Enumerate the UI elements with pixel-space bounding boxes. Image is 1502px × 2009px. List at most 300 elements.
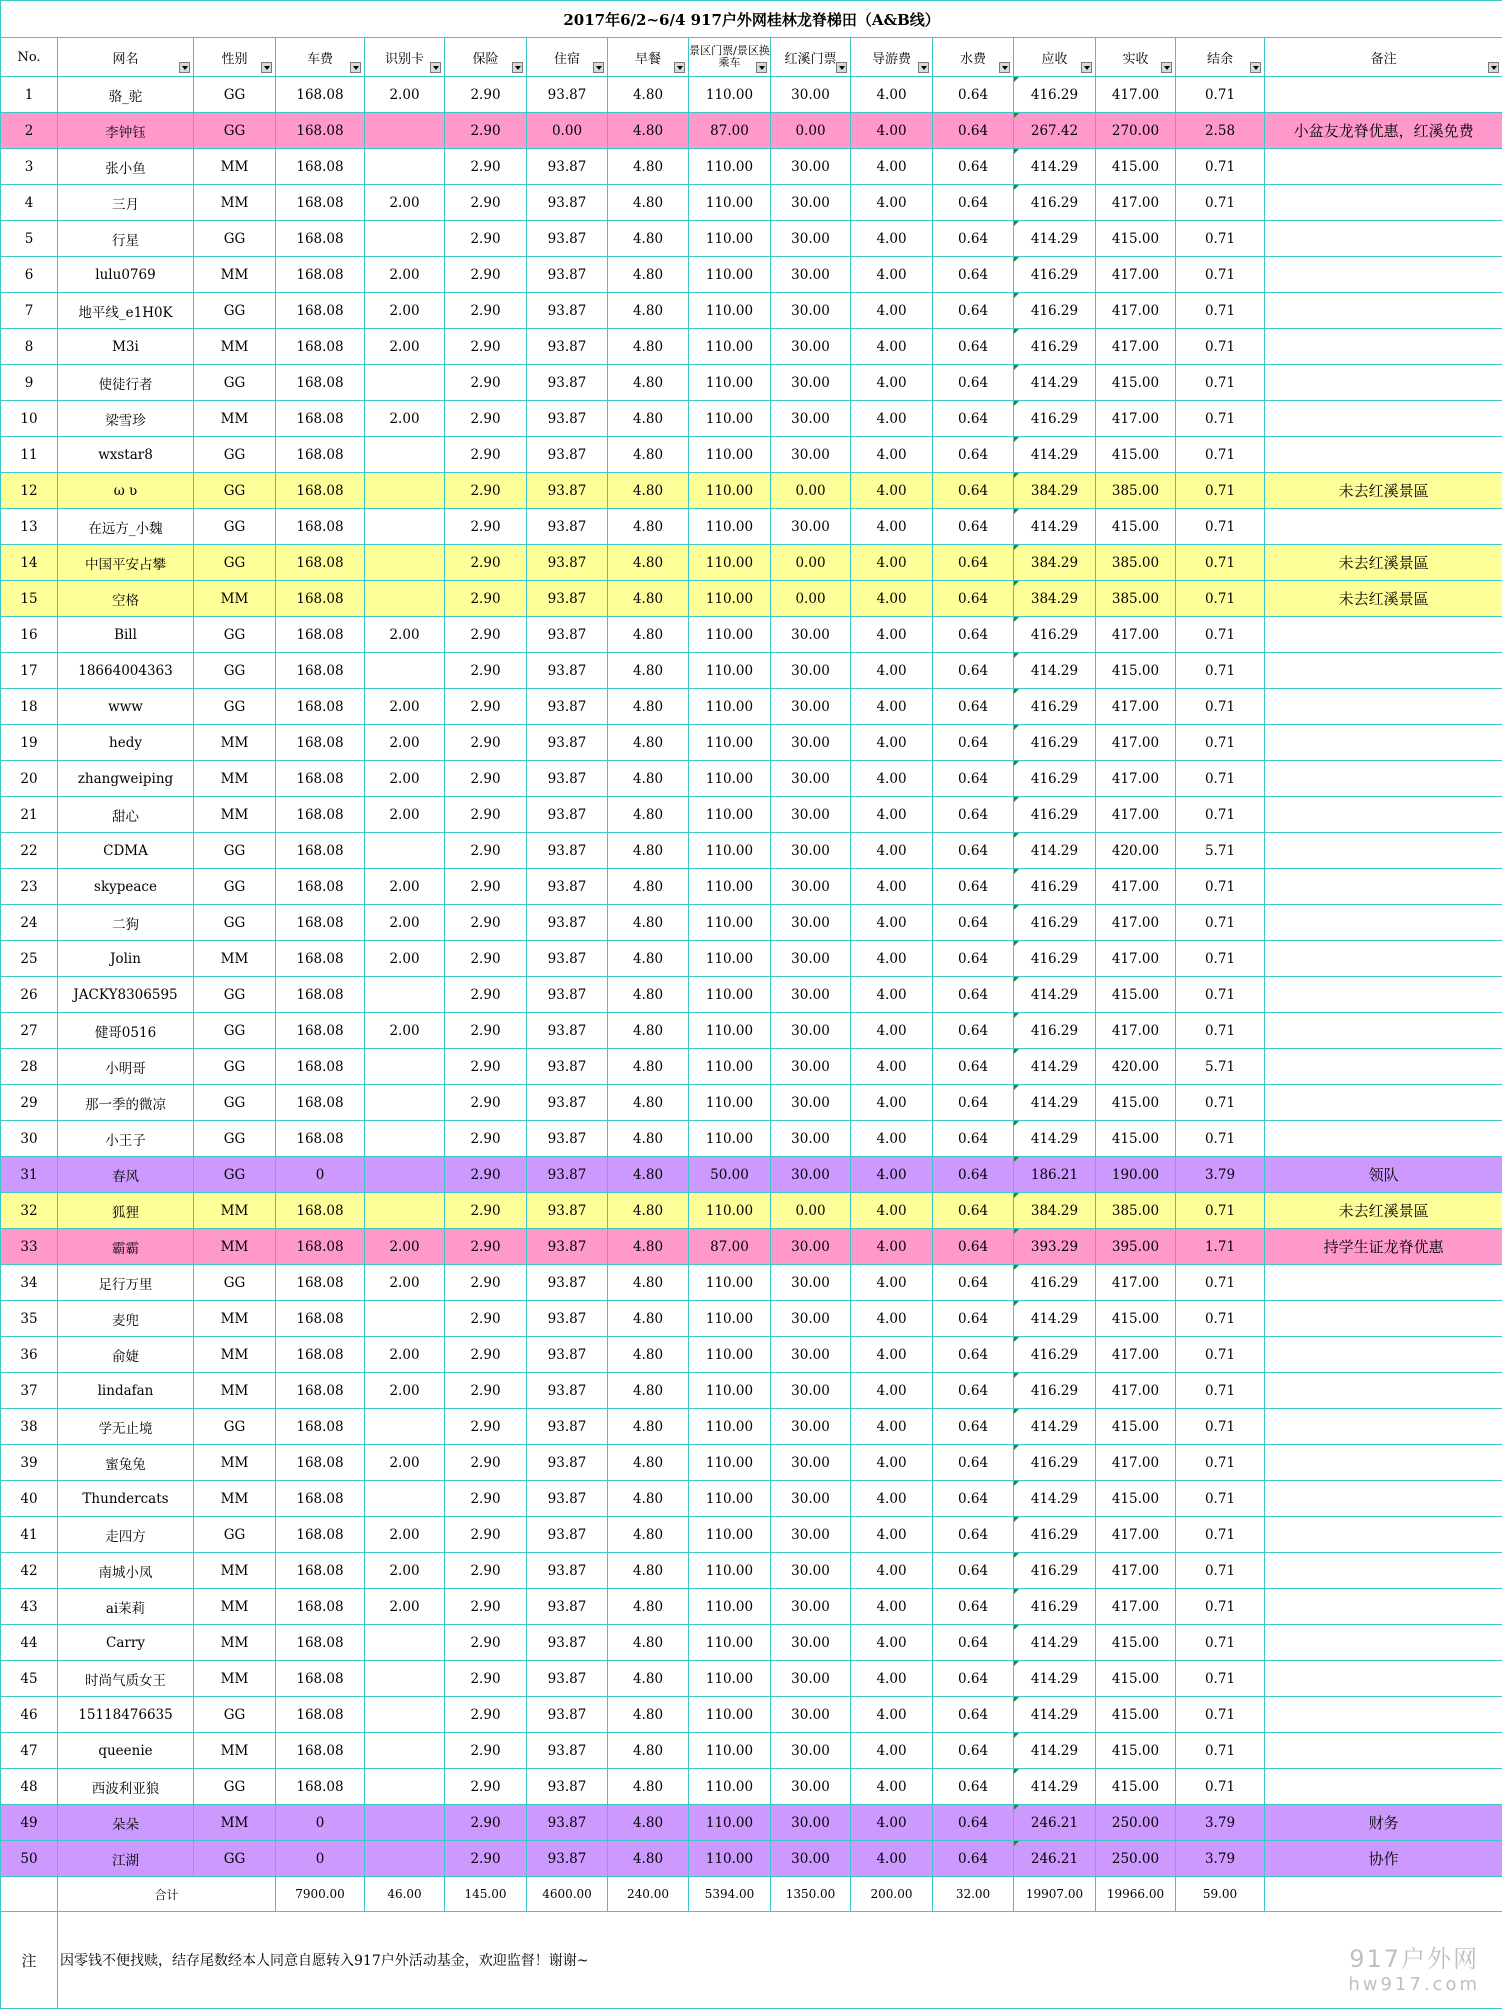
- table-cell[interactable]: 110.00: [689, 1553, 771, 1589]
- table-cell[interactable]: 走四方: [58, 1517, 194, 1553]
- table-cell[interactable]: 30.00: [771, 1157, 851, 1193]
- table-cell[interactable]: 4.00: [851, 725, 933, 761]
- table-cell[interactable]: 415.00: [1096, 1121, 1176, 1157]
- table-cell[interactable]: 0.71: [1176, 617, 1265, 653]
- table-cell[interactable]: 4.00: [851, 257, 933, 293]
- table-cell[interactable]: 2.00: [365, 1373, 445, 1409]
- table-cell[interactable]: 30.00: [771, 905, 851, 941]
- table-cell[interactable]: 2.90: [445, 905, 527, 941]
- table-cell[interactable]: 0.64: [933, 1445, 1014, 1481]
- table-cell[interactable]: 0.64: [933, 1841, 1014, 1877]
- table-cell[interactable]: 416.29: [1014, 401, 1096, 437]
- table-cell[interactable]: 168.08: [276, 761, 365, 797]
- table-cell[interactable]: skypeace: [58, 869, 194, 905]
- table-cell[interactable]: 168.08: [276, 185, 365, 221]
- table-cell[interactable]: 110.00: [689, 1481, 771, 1517]
- table-cell[interactable]: [1265, 365, 1502, 401]
- table-cell[interactable]: 414.29: [1014, 1301, 1096, 1337]
- table-cell[interactable]: 110.00: [689, 653, 771, 689]
- table-cell[interactable]: 4.00: [851, 1013, 933, 1049]
- table-cell[interactable]: 93.87: [527, 1121, 608, 1157]
- table-cell[interactable]: 168.08: [276, 1445, 365, 1481]
- table-cell[interactable]: 93.87: [527, 797, 608, 833]
- table-cell[interactable]: [1265, 1517, 1502, 1553]
- table-cell[interactable]: 29: [1, 1085, 58, 1121]
- table-cell[interactable]: 168.08: [276, 1769, 365, 1805]
- table-cell[interactable]: 4.00: [851, 1265, 933, 1301]
- table-cell[interactable]: 110.00: [689, 1445, 771, 1481]
- table-cell[interactable]: 93.87: [527, 653, 608, 689]
- table-cell[interactable]: [365, 509, 445, 545]
- table-cell[interactable]: 2.90: [445, 1013, 527, 1049]
- table-cell[interactable]: [1265, 1769, 1502, 1805]
- table-cell[interactable]: 0.64: [933, 869, 1014, 905]
- table-cell[interactable]: 0.64: [933, 1085, 1014, 1121]
- table-cell[interactable]: 0.71: [1176, 365, 1265, 401]
- table-cell[interactable]: 416.29: [1014, 1589, 1096, 1625]
- table-cell[interactable]: GG: [194, 1085, 276, 1121]
- table-cell[interactable]: 417.00: [1096, 1013, 1176, 1049]
- table-cell[interactable]: 4.80: [608, 653, 689, 689]
- table-cell[interactable]: Carry: [58, 1625, 194, 1661]
- table-cell[interactable]: 168.08: [276, 113, 365, 149]
- table-cell[interactable]: [1265, 905, 1502, 941]
- table-cell[interactable]: 415.00: [1096, 1481, 1176, 1517]
- table-cell[interactable]: [1265, 437, 1502, 473]
- table-cell[interactable]: 4.80: [608, 689, 689, 725]
- total-cell[interactable]: 46.00: [365, 1877, 445, 1912]
- table-cell[interactable]: 93.87: [527, 257, 608, 293]
- table-cell[interactable]: Bill: [58, 617, 194, 653]
- table-cell[interactable]: 417.00: [1096, 941, 1176, 977]
- table-cell[interactable]: CDMA: [58, 833, 194, 869]
- table-cell[interactable]: 416.29: [1014, 1373, 1096, 1409]
- table-cell[interactable]: 0.71: [1176, 977, 1265, 1013]
- table-cell[interactable]: 0.71: [1176, 1625, 1265, 1661]
- table-cell[interactable]: 30.00: [771, 329, 851, 365]
- table-cell[interactable]: [365, 977, 445, 1013]
- table-cell[interactable]: MM: [194, 1445, 276, 1481]
- table-cell[interactable]: GG: [194, 1409, 276, 1445]
- table-cell[interactable]: 4.00: [851, 1409, 933, 1445]
- table-cell[interactable]: 小盆友龙脊优惠，红溪免费: [1265, 113, 1502, 149]
- table-cell[interactable]: 4.80: [608, 1769, 689, 1805]
- table-cell[interactable]: 30: [1, 1121, 58, 1157]
- table-cell[interactable]: 未去红溪景區: [1265, 473, 1502, 509]
- table-cell[interactable]: 0.71: [1176, 1481, 1265, 1517]
- table-cell[interactable]: MM: [194, 1589, 276, 1625]
- table-cell[interactable]: 2.00: [365, 941, 445, 977]
- table-cell[interactable]: 250.00: [1096, 1805, 1176, 1841]
- table-cell[interactable]: 34: [1, 1265, 58, 1301]
- table-cell[interactable]: 49: [1, 1805, 58, 1841]
- table-cell[interactable]: 168.08: [276, 1697, 365, 1733]
- table-cell[interactable]: 41: [1, 1517, 58, 1553]
- table-cell[interactable]: GG: [194, 473, 276, 509]
- table-cell[interactable]: 30.00: [771, 1445, 851, 1481]
- table-cell[interactable]: 2.90: [445, 1805, 527, 1841]
- table-cell[interactable]: 168.08: [276, 905, 365, 941]
- table-cell[interactable]: 168.08: [276, 1481, 365, 1517]
- table-cell[interactable]: GG: [194, 1697, 276, 1733]
- table-cell[interactable]: 地平线_e1H0K: [58, 293, 194, 329]
- table-cell[interactable]: 416.29: [1014, 1517, 1096, 1553]
- table-cell[interactable]: [365, 1121, 445, 1157]
- table-cell[interactable]: 4.00: [851, 1121, 933, 1157]
- table-cell[interactable]: 417.00: [1096, 77, 1176, 113]
- table-cell[interactable]: [1265, 221, 1502, 257]
- table-cell[interactable]: 足行万里: [58, 1265, 194, 1301]
- table-cell[interactable]: 0.71: [1176, 1301, 1265, 1337]
- table-cell[interactable]: 0.64: [933, 1409, 1014, 1445]
- table-cell[interactable]: 0.71: [1176, 1373, 1265, 1409]
- table-cell[interactable]: 0.71: [1176, 1013, 1265, 1049]
- table-cell[interactable]: [1265, 1409, 1502, 1445]
- table-cell[interactable]: 4.00: [851, 437, 933, 473]
- table-cell[interactable]: 168.08: [276, 221, 365, 257]
- table-cell[interactable]: 4.00: [851, 617, 933, 653]
- table-cell[interactable]: 0.64: [933, 1553, 1014, 1589]
- table-cell[interactable]: 168.08: [276, 1733, 365, 1769]
- table-cell[interactable]: 110.00: [689, 293, 771, 329]
- table-cell[interactable]: 2.90: [445, 509, 527, 545]
- table-cell[interactable]: 0.64: [933, 797, 1014, 833]
- table-cell[interactable]: 4.80: [608, 1193, 689, 1229]
- table-cell[interactable]: [1265, 509, 1502, 545]
- table-cell[interactable]: 30.00: [771, 689, 851, 725]
- table-cell[interactable]: 416.29: [1014, 185, 1096, 221]
- table-cell[interactable]: 0.64: [933, 401, 1014, 437]
- table-cell[interactable]: MM: [194, 725, 276, 761]
- table-cell[interactable]: 2.90: [445, 617, 527, 653]
- table-cell[interactable]: 4.80: [608, 1661, 689, 1697]
- table-cell[interactable]: GG: [194, 77, 276, 113]
- table-cell[interactable]: 2.90: [445, 185, 527, 221]
- table-cell[interactable]: 168.08: [276, 797, 365, 833]
- table-cell[interactable]: 4.00: [851, 689, 933, 725]
- table-cell[interactable]: 4.00: [851, 1769, 933, 1805]
- table-cell[interactable]: 414.29: [1014, 833, 1096, 869]
- table-cell[interactable]: 110.00: [689, 329, 771, 365]
- table-cell[interactable]: [1265, 1481, 1502, 1517]
- table-cell[interactable]: 0.64: [933, 1373, 1014, 1409]
- table-cell[interactable]: 江湖: [58, 1841, 194, 1877]
- table-cell[interactable]: 2.90: [445, 113, 527, 149]
- table-cell[interactable]: MM: [194, 329, 276, 365]
- table-cell[interactable]: GG: [194, 977, 276, 1013]
- table-cell[interactable]: 246.21: [1014, 1841, 1096, 1877]
- table-cell[interactable]: 30.00: [771, 617, 851, 653]
- table-cell[interactable]: GG: [194, 617, 276, 653]
- table-cell[interactable]: 110.00: [689, 869, 771, 905]
- table-cell[interactable]: [1265, 185, 1502, 221]
- table-cell[interactable]: 4.00: [851, 1445, 933, 1481]
- table-cell[interactable]: 168.08: [276, 833, 365, 869]
- table-cell[interactable]: 168.08: [276, 1265, 365, 1301]
- table-cell[interactable]: 0.71: [1176, 941, 1265, 977]
- table-cell[interactable]: 0.64: [933, 1481, 1014, 1517]
- table-cell[interactable]: 36: [1, 1337, 58, 1373]
- table-cell[interactable]: 416.29: [1014, 1445, 1096, 1481]
- table-cell[interactable]: queenie: [58, 1733, 194, 1769]
- table-cell[interactable]: 415.00: [1096, 1625, 1176, 1661]
- table-cell[interactable]: 未去红溪景區: [1265, 1193, 1502, 1229]
- table-cell[interactable]: 2.00: [365, 689, 445, 725]
- table-cell[interactable]: 行星: [58, 221, 194, 257]
- table-cell[interactable]: 0.64: [933, 761, 1014, 797]
- table-cell[interactable]: 0.64: [933, 977, 1014, 1013]
- table-cell[interactable]: 使徒行者: [58, 365, 194, 401]
- table-cell[interactable]: 385.00: [1096, 473, 1176, 509]
- table-cell[interactable]: 110.00: [689, 905, 771, 941]
- table-cell[interactable]: 2.90: [445, 1841, 527, 1877]
- filter-dropdown-icon[interactable]: [512, 62, 523, 73]
- table-cell[interactable]: 415.00: [1096, 653, 1176, 689]
- table-cell[interactable]: 30.00: [771, 1229, 851, 1265]
- table-cell[interactable]: 0.64: [933, 149, 1014, 185]
- table-cell[interactable]: 西波利亚狼: [58, 1769, 194, 1805]
- table-cell[interactable]: 10: [1, 401, 58, 437]
- table-cell[interactable]: MM: [194, 1193, 276, 1229]
- table-cell[interactable]: 110.00: [689, 617, 771, 653]
- table-cell[interactable]: 168.08: [276, 1625, 365, 1661]
- table-cell[interactable]: 2.90: [445, 1157, 527, 1193]
- table-cell[interactable]: 4.80: [608, 77, 689, 113]
- table-cell[interactable]: 417.00: [1096, 869, 1176, 905]
- table-cell[interactable]: 168.08: [276, 509, 365, 545]
- table-cell[interactable]: 93.87: [527, 473, 608, 509]
- table-cell[interactable]: 19: [1, 725, 58, 761]
- filter-dropdown-icon[interactable]: [261, 62, 272, 73]
- table-cell[interactable]: 93.87: [527, 1517, 608, 1553]
- table-cell[interactable]: [365, 437, 445, 473]
- table-cell[interactable]: 4.80: [608, 617, 689, 653]
- table-cell[interactable]: 4.00: [851, 1553, 933, 1589]
- table-cell[interactable]: 4.80: [608, 725, 689, 761]
- table-cell[interactable]: ai茉莉: [58, 1589, 194, 1625]
- table-cell[interactable]: [1265, 1013, 1502, 1049]
- table-cell[interactable]: 168.08: [276, 977, 365, 1013]
- table-cell[interactable]: 168.08: [276, 617, 365, 653]
- filter-dropdown-icon[interactable]: [756, 62, 767, 73]
- table-cell[interactable]: 0.71: [1176, 1337, 1265, 1373]
- table-cell[interactable]: 420.00: [1096, 1049, 1176, 1085]
- table-cell[interactable]: 416.29: [1014, 1337, 1096, 1373]
- table-cell[interactable]: 270.00: [1096, 113, 1176, 149]
- table-cell[interactable]: 93.87: [527, 365, 608, 401]
- table-cell[interactable]: 4.80: [608, 1733, 689, 1769]
- table-cell[interactable]: 30.00: [771, 1805, 851, 1841]
- table-cell[interactable]: 45: [1, 1661, 58, 1697]
- table-cell[interactable]: 0.64: [933, 1121, 1014, 1157]
- table-cell[interactable]: Jolin: [58, 941, 194, 977]
- table-cell[interactable]: 2.90: [445, 1373, 527, 1409]
- table-cell[interactable]: 18664004363: [58, 653, 194, 689]
- table-cell[interactable]: GG: [194, 509, 276, 545]
- table-cell[interactable]: 2.90: [445, 365, 527, 401]
- total-cell[interactable]: 19966.00: [1096, 1877, 1176, 1912]
- table-cell[interactable]: 110.00: [689, 581, 771, 617]
- table-cell[interactable]: 110.00: [689, 1625, 771, 1661]
- table-cell[interactable]: 93.87: [527, 1373, 608, 1409]
- table-cell[interactable]: 4.80: [608, 1337, 689, 1373]
- table-cell[interactable]: 0.64: [933, 905, 1014, 941]
- table-cell[interactable]: 2.90: [445, 1301, 527, 1337]
- table-cell[interactable]: 霸霸: [58, 1229, 194, 1265]
- table-cell[interactable]: 0.71: [1176, 1733, 1265, 1769]
- table-cell[interactable]: 麦兜: [58, 1301, 194, 1337]
- table-cell[interactable]: 415.00: [1096, 365, 1176, 401]
- table-cell[interactable]: 93.87: [527, 1841, 608, 1877]
- table-cell[interactable]: 朵朵: [58, 1805, 194, 1841]
- table-cell[interactable]: MM: [194, 1805, 276, 1841]
- table-cell[interactable]: 1: [1, 77, 58, 113]
- table-cell[interactable]: 30.00: [771, 437, 851, 473]
- table-cell[interactable]: [1265, 833, 1502, 869]
- table-cell[interactable]: GG: [194, 221, 276, 257]
- table-cell[interactable]: 110.00: [689, 1517, 771, 1553]
- table-cell[interactable]: 3.79: [1176, 1157, 1265, 1193]
- table-cell[interactable]: 30.00: [771, 149, 851, 185]
- table-cell[interactable]: 4.80: [608, 869, 689, 905]
- table-cell[interactable]: 2.90: [445, 833, 527, 869]
- table-cell[interactable]: GG: [194, 1769, 276, 1805]
- table-cell[interactable]: 持学生证龙脊优惠: [1265, 1229, 1502, 1265]
- table-cell[interactable]: 416.29: [1014, 1553, 1096, 1589]
- table-cell[interactable]: lindafan: [58, 1373, 194, 1409]
- table-cell[interactable]: 0.64: [933, 689, 1014, 725]
- table-cell[interactable]: 狐狸: [58, 1193, 194, 1229]
- table-cell[interactable]: 415.00: [1096, 1733, 1176, 1769]
- table-cell[interactable]: GG: [194, 293, 276, 329]
- table-cell[interactable]: 4.80: [608, 473, 689, 509]
- table-cell[interactable]: 0.64: [933, 1049, 1014, 1085]
- table-cell[interactable]: GG: [194, 113, 276, 149]
- table-cell[interactable]: 416.29: [1014, 1013, 1096, 1049]
- table-cell[interactable]: 416.29: [1014, 77, 1096, 113]
- table-cell[interactable]: [1265, 1301, 1502, 1337]
- table-cell[interactable]: 168.08: [276, 149, 365, 185]
- table-cell[interactable]: 2.90: [445, 1409, 527, 1445]
- table-cell[interactable]: 30.00: [771, 869, 851, 905]
- table-cell[interactable]: 0.00: [771, 1193, 851, 1229]
- table-cell[interactable]: 0.71: [1176, 221, 1265, 257]
- table-cell[interactable]: 414.29: [1014, 1733, 1096, 1769]
- table-cell[interactable]: 395.00: [1096, 1229, 1176, 1265]
- table-cell[interactable]: 1.71: [1176, 1229, 1265, 1265]
- table-cell[interactable]: 4.00: [851, 1229, 933, 1265]
- table-cell[interactable]: 2.90: [445, 401, 527, 437]
- table-cell[interactable]: 110.00: [689, 797, 771, 833]
- table-cell[interactable]: 4.80: [608, 905, 689, 941]
- table-cell[interactable]: 0.64: [933, 1589, 1014, 1625]
- table-cell[interactable]: GG: [194, 689, 276, 725]
- table-cell[interactable]: 110.00: [689, 1409, 771, 1445]
- table-cell[interactable]: 0.64: [933, 77, 1014, 113]
- table-cell[interactable]: 2.90: [445, 149, 527, 185]
- table-cell[interactable]: 2.90: [445, 761, 527, 797]
- table-cell[interactable]: 2.90: [445, 473, 527, 509]
- table-cell[interactable]: 87.00: [689, 1229, 771, 1265]
- table-cell[interactable]: 50.00: [689, 1157, 771, 1193]
- table-cell[interactable]: wxstar8: [58, 437, 194, 473]
- table-cell[interactable]: 110.00: [689, 365, 771, 401]
- table-cell[interactable]: 4.00: [851, 1337, 933, 1373]
- table-cell[interactable]: 110.00: [689, 1769, 771, 1805]
- table-cell[interactable]: 0.64: [933, 1265, 1014, 1301]
- table-cell[interactable]: [1265, 1661, 1502, 1697]
- table-cell[interactable]: 30.00: [771, 833, 851, 869]
- filter-dropdown-icon[interactable]: [1081, 62, 1092, 73]
- table-cell[interactable]: 168.08: [276, 689, 365, 725]
- table-cell[interactable]: 246.21: [1014, 1805, 1096, 1841]
- table-cell[interactable]: 110.00: [689, 437, 771, 473]
- table-cell[interactable]: [1265, 1625, 1502, 1661]
- table-cell[interactable]: MM: [194, 149, 276, 185]
- table-cell[interactable]: M3i: [58, 329, 194, 365]
- table-cell[interactable]: 26: [1, 977, 58, 1013]
- table-cell[interactable]: 415.00: [1096, 1085, 1176, 1121]
- table-cell[interactable]: 93.87: [527, 1625, 608, 1661]
- table-cell[interactable]: 385.00: [1096, 581, 1176, 617]
- table-cell[interactable]: 0.64: [933, 437, 1014, 473]
- table-cell[interactable]: 0.71: [1176, 1193, 1265, 1229]
- table-cell[interactable]: 领队: [1265, 1157, 1502, 1193]
- table-cell[interactable]: 0.64: [933, 1517, 1014, 1553]
- table-cell[interactable]: 0.71: [1176, 293, 1265, 329]
- table-cell[interactable]: 2.90: [445, 1229, 527, 1265]
- filter-dropdown-icon[interactable]: [1488, 62, 1499, 73]
- table-cell[interactable]: 110.00: [689, 1193, 771, 1229]
- table-cell[interactable]: 4.00: [851, 1049, 933, 1085]
- table-cell[interactable]: 4.00: [851, 185, 933, 221]
- table-cell[interactable]: 414.29: [1014, 1121, 1096, 1157]
- table-cell[interactable]: 3: [1, 149, 58, 185]
- table-cell[interactable]: MM: [194, 185, 276, 221]
- table-cell[interactable]: 417.00: [1096, 1517, 1176, 1553]
- table-cell[interactable]: 30.00: [771, 1301, 851, 1337]
- table-cell[interactable]: 110.00: [689, 689, 771, 725]
- table-cell[interactable]: 12: [1, 473, 58, 509]
- table-cell[interactable]: 0.64: [933, 941, 1014, 977]
- table-cell[interactable]: 4.80: [608, 329, 689, 365]
- table-cell[interactable]: [365, 1049, 445, 1085]
- table-cell[interactable]: 416.29: [1014, 689, 1096, 725]
- table-cell[interactable]: 0: [276, 1157, 365, 1193]
- table-cell[interactable]: 0.71: [1176, 1769, 1265, 1805]
- table-cell[interactable]: 0.64: [933, 113, 1014, 149]
- table-cell[interactable]: 416.29: [1014, 725, 1096, 761]
- table-cell[interactable]: 4.80: [608, 113, 689, 149]
- table-cell[interactable]: [365, 365, 445, 401]
- table-cell[interactable]: 2.90: [445, 1265, 527, 1301]
- table-cell[interactable]: 168.08: [276, 725, 365, 761]
- table-cell[interactable]: 168.08: [276, 437, 365, 473]
- table-cell[interactable]: 4.80: [608, 185, 689, 221]
- table-cell[interactable]: [365, 1697, 445, 1733]
- table-cell[interactable]: 168.08: [276, 1229, 365, 1265]
- table-cell[interactable]: 0.71: [1176, 1661, 1265, 1697]
- table-cell[interactable]: 416.29: [1014, 617, 1096, 653]
- table-cell[interactable]: 417.00: [1096, 617, 1176, 653]
- table-cell[interactable]: 4.00: [851, 293, 933, 329]
- table-cell[interactable]: GG: [194, 545, 276, 581]
- table-cell[interactable]: 2: [1, 113, 58, 149]
- table-cell[interactable]: 0.64: [933, 329, 1014, 365]
- table-cell[interactable]: 4.80: [608, 761, 689, 797]
- table-cell[interactable]: MM: [194, 257, 276, 293]
- table-cell[interactable]: 健哥0516: [58, 1013, 194, 1049]
